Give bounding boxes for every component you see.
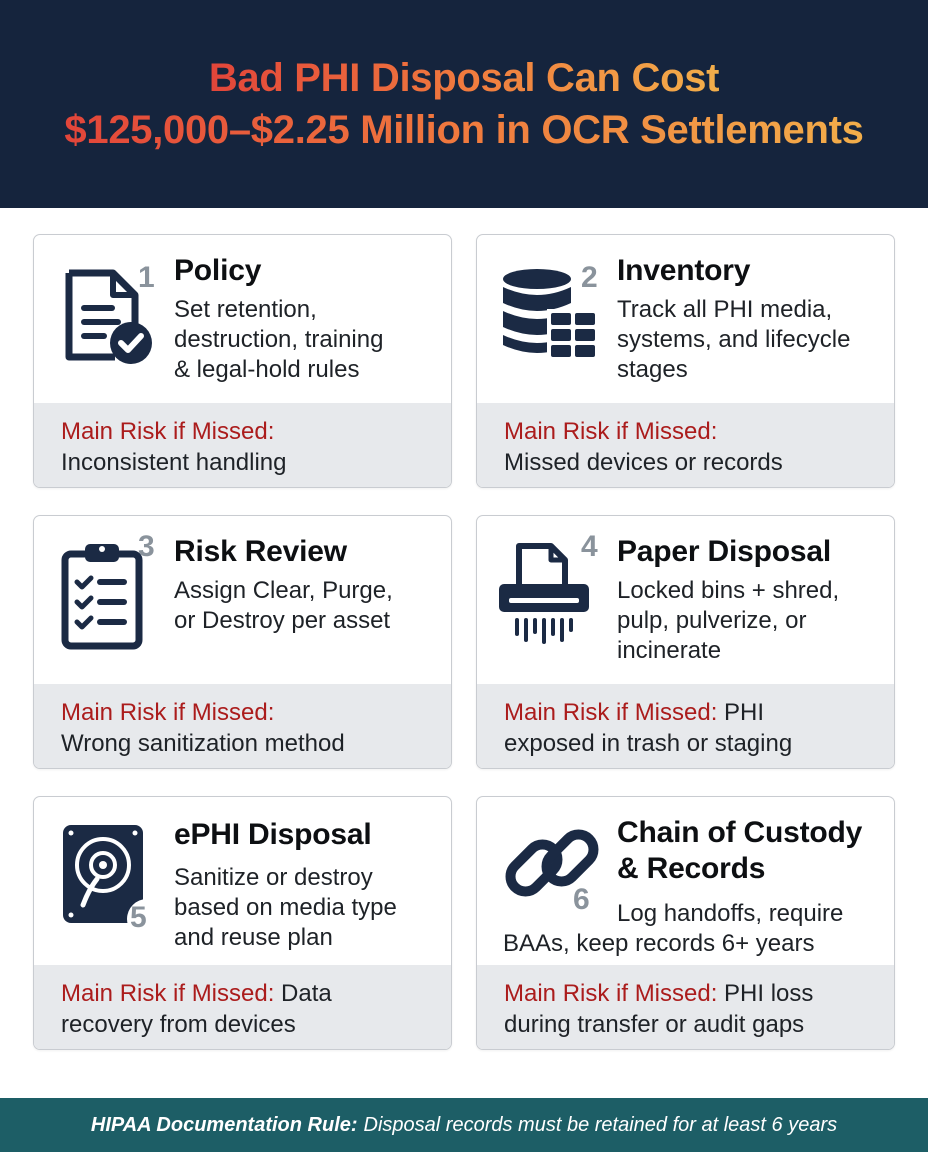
step-number: 5 (130, 901, 147, 934)
risk-text-inline: PHI loss (724, 980, 814, 1007)
paper-shredder-icon (497, 540, 593, 644)
headline-line-1: Bad PHI Disposal Can Cost (209, 52, 719, 104)
risk-text-inline: Data (281, 980, 332, 1007)
risk-panel (34, 403, 451, 487)
risk-text: exposed in trash or staging (504, 730, 793, 757)
risk-label: Main Risk if Missed: (504, 699, 718, 726)
card-description-line-2: BAAs, keep records 6+ years (503, 930, 815, 957)
card-description: Locked bins + shred, pulp, pulverize, or incinerate (617, 577, 840, 664)
card-title: Chain of Custody & Records (617, 816, 863, 885)
risk-panel (477, 684, 894, 768)
card-inventory (476, 234, 895, 488)
step-number: 4 (581, 530, 598, 563)
card-title: Risk Review (174, 535, 347, 568)
card-description: Assign Clear, Purge, or Destroy per asset (174, 577, 393, 634)
risk-text: Missed devices or records (504, 449, 783, 476)
card-description: Sanitize or destroy based on media type and reuse plan (174, 864, 397, 951)
risk-label: Main Risk if Missed: (504, 418, 718, 445)
risk-text: Wrong sanitization method (61, 730, 345, 757)
risk-text: during transfer or audit gaps (504, 1011, 805, 1038)
card-ephi-disposal (33, 796, 452, 1050)
header-banner (0, 0, 928, 208)
step-number: 1 (138, 261, 155, 294)
step-number: 2 (581, 261, 598, 294)
risk-label: Main Risk if Missed: (504, 980, 718, 1007)
risk-text: recovery from devices (61, 1011, 296, 1038)
risk-panel (34, 684, 451, 768)
risk-text: Inconsistent handling (61, 449, 287, 476)
risk-label: Main Risk if Missed: (61, 980, 275, 1007)
risk-panel (477, 965, 894, 1049)
risk-label: Main Risk if Missed: (61, 699, 275, 726)
card-title: ePHI Disposal (174, 818, 372, 851)
card-risk-review (33, 515, 452, 769)
card-title: Paper Disposal (617, 535, 831, 568)
footer-banner (0, 1098, 928, 1152)
card-description: Track all PHI media, systems, and lifecycle stages (617, 296, 851, 383)
footer-label: HIPAA Documentation Rule: (90, 1113, 358, 1136)
risk-label: Main Risk if Missed: (61, 418, 275, 445)
risk-panel (34, 965, 451, 1049)
card-title: Inventory (617, 254, 751, 287)
step-number: 6 (573, 883, 590, 916)
card-title: Policy (174, 254, 262, 287)
risk-panel (477, 403, 894, 487)
step-number: 3 (138, 530, 155, 563)
card-paper-disposal (476, 515, 895, 769)
card-description-line-1: Log handoffs, require (617, 900, 844, 927)
footer-text: Disposal records must be retained for at least 6 years (363, 1113, 838, 1136)
card-description: Set retention, destruction, training & legal-hold rules (174, 296, 384, 383)
risk-text-inline: PHI (724, 699, 765, 726)
card-policy (33, 234, 452, 488)
card-chain-of-custody (476, 796, 895, 1050)
headline-line-2: $125,000–$2.25 Million in OCR Settlements (64, 104, 863, 156)
